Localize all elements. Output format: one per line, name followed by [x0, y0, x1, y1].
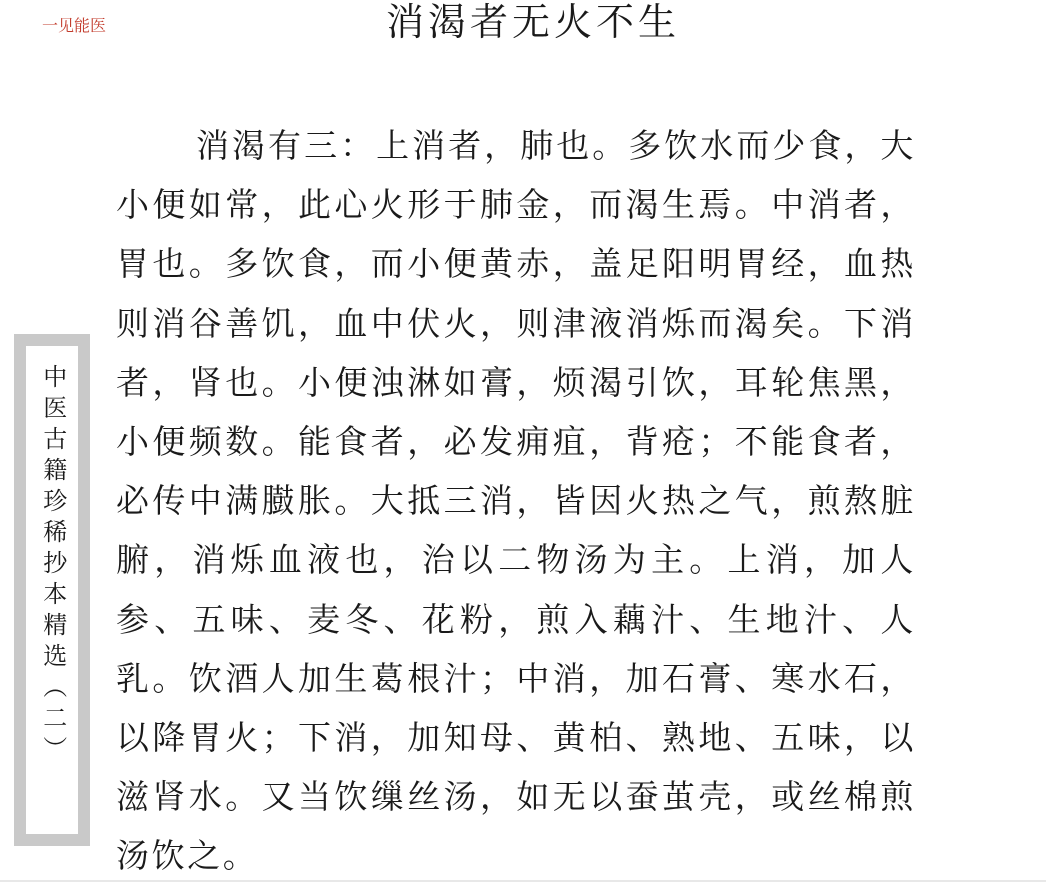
series-label-inner [26, 346, 78, 834]
watermark-text: 一见能医 [42, 16, 107, 35]
body-paragraph: 消渴有三：上消者，肺也。多饮水而少食，大小便如常，此心火形于肺金，而渴生焉。中消者，胃也。多饮食，而小便黄赤，盖足阳明胃经，血热则消谷善饥，血中伏火，则津液消烁而渴矣。下消者，肾也。小便浊淋如膏，烦渴引饮，耳轮焦黑，小便频数。能食者，必发痈疽，背疮；不能食者，必传中满臌胀。大抵三消，皆因火热之气，煎熬脏腑，消烁血液也，治以二物汤为主。上消，加人参、五味、麦冬、花粉，煎入藕汁、生地汁、人乳。饮酒人加生葛根汁；中消，加石膏、寒水石，以降胃火；下消，加知母、黄柏、熟地、五味，以滋肾水。又当饮缫丝汤，如无以蚕茧壳，或丝棉煎汤饮之。 [116, 126, 916, 876]
series-label: 中医古籍珍稀抄本精选（二） [38, 364, 67, 767]
series-label-box [14, 334, 90, 846]
page-title: 消渴者无火不生 [385, 0, 680, 44]
